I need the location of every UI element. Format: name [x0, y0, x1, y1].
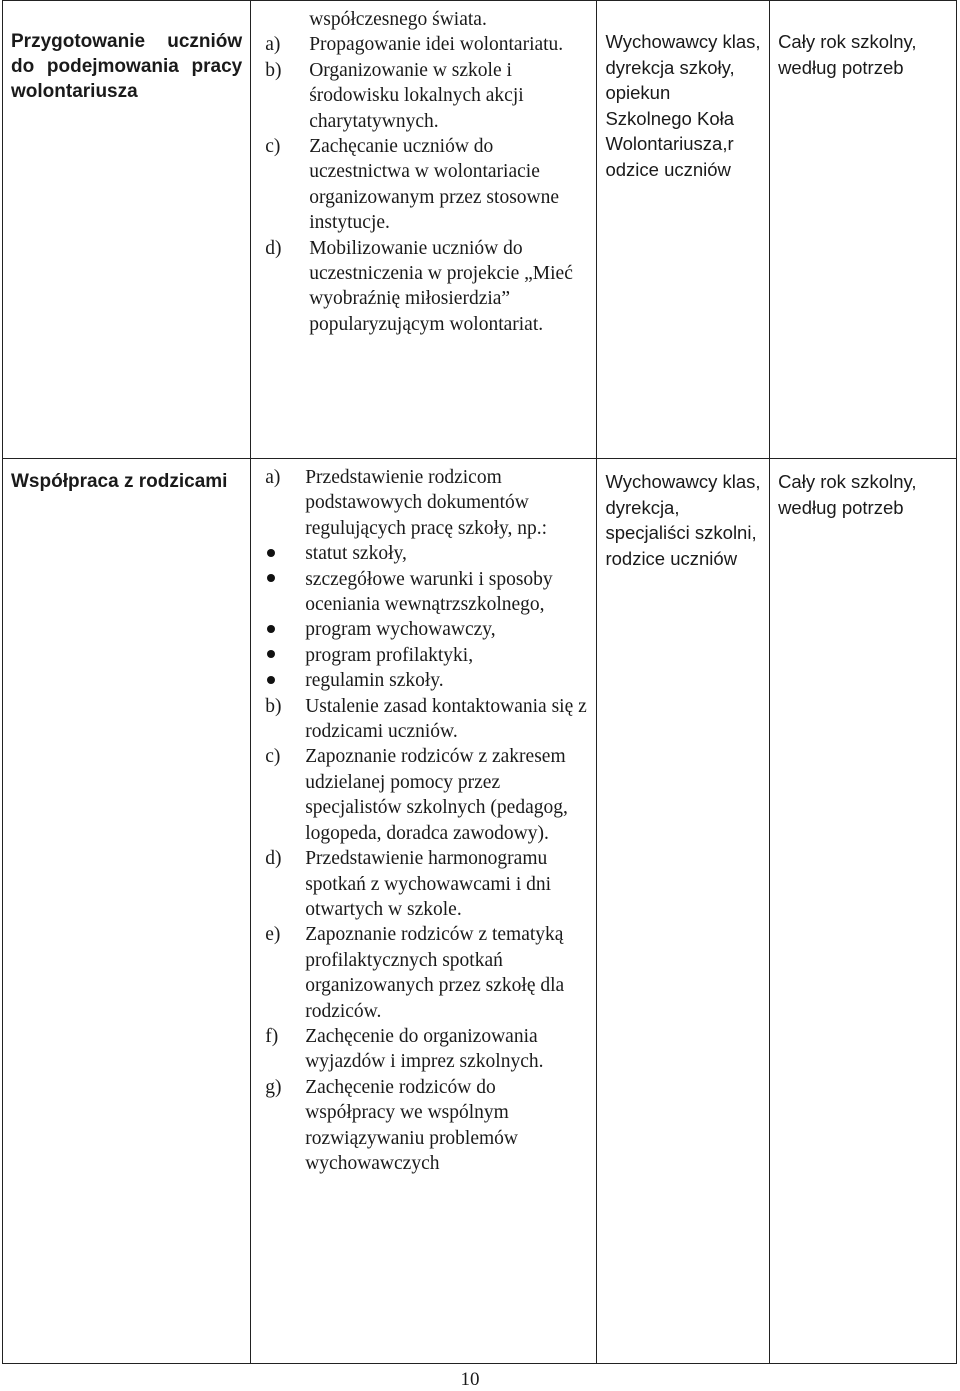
timing-cell	[770, 459, 957, 1364]
list-item-text: Organizowanie w szkole i środowisku lokalnych akcji charytatywnych.	[309, 59, 524, 132]
list-item-text: program wychowawczy,	[305, 619, 496, 641]
responsible-text: Wychowawcy klas, dyrekcja szkoły, opiekun Szkolnego Koła Wolontariusza,r odzice uczniów	[605, 31, 761, 180]
list-item-text: Zachęcenie do organizowania wyjazdów i imprez szkolnych.	[305, 1025, 544, 1073]
responsible-text: Wychowawcy klas, dyrekcja, specjaliści szkolni, rodzice uczniów	[605, 471, 761, 569]
plan-table	[2, 0, 957, 1364]
list-item	[259, 1024, 588, 1075]
tasks-cell	[251, 459, 597, 1364]
list-marker: b)	[265, 695, 282, 717]
list-item-text: Propagowanie idei wolontariatu.	[309, 34, 564, 56]
list-item	[259, 567, 588, 618]
list-marker: d)	[265, 848, 282, 870]
list-marker: c)	[265, 136, 281, 158]
list-item-text: Zapoznanie rodziców z zakresem udzielanej pomocy przez specjalistów szkolnych (pedagog, logopeda, doradca zawodowy).	[305, 746, 568, 844]
list-item-text: Zachęcanie uczniów do uczestnictwa w wolontariacie organizowanym przez stosowne instytucje.	[309, 136, 560, 234]
list-item-text: Przedstawienie rodzicom podstawowych dokumentów regulujących pracę szkoły, np.:	[305, 467, 548, 539]
bullet-icon	[267, 643, 307, 668]
responsible-cell	[597, 1, 770, 459]
timing-text: Cały rok szkolny, według potrzeb	[778, 31, 917, 78]
bullet-icon	[267, 541, 307, 566]
list-item	[259, 32, 588, 57]
task-list	[259, 32, 588, 337]
list-marker: a)	[265, 34, 281, 56]
list-item	[259, 668, 588, 693]
topic-cell	[3, 1, 251, 459]
table-row	[3, 459, 957, 1364]
list-item	[259, 236, 588, 338]
list-marker: g)	[265, 1076, 282, 1098]
task-list	[259, 465, 588, 1176]
list-item	[259, 58, 588, 134]
list-item	[259, 922, 588, 1024]
list-item	[259, 465, 588, 541]
list-item	[259, 1075, 588, 1177]
bullet-icon	[267, 567, 307, 592]
list-marker: d)	[265, 237, 282, 259]
topic-cell	[3, 459, 251, 1364]
list-item	[259, 643, 588, 668]
list-item-text: regulamin szkoły.	[305, 670, 444, 692]
page-number: 10	[460, 1369, 480, 1390]
list-item	[259, 617, 588, 642]
list-item-text: Ustalenie zasad kontaktowania się z rodzicami uczniów.	[305, 695, 587, 743]
list-item	[259, 134, 588, 236]
list-marker: a)	[265, 467, 281, 488]
list-item	[259, 846, 588, 922]
list-item-text: Mobilizowanie uczniów do uczestniczenia w projekcie „Mieć wyobraźnię miłosierdzia” popularyzującym wolontariat.	[309, 237, 573, 335]
topic-text: Współpraca z rodzicami	[11, 471, 228, 492]
bullet-icon	[267, 668, 307, 693]
list-marker: f)	[265, 1025, 279, 1047]
bullet-icon	[267, 617, 307, 642]
list-item-text: Zachęcenie rodziców do współpracy we wspólnym rozwiązywaniu problemów wychowawczych	[305, 1076, 519, 1174]
list-item-text: Zapoznanie rodziców z tematyką profilaktycznych spotkań organizowanych przez szkołę dla rodziców.	[305, 924, 565, 1022]
list-item-text: szczegółowe warunki i sposoby oceniania wewnątrzszkolnego,	[305, 568, 553, 616]
table-row	[3, 1, 957, 459]
list-item-text: Przedstawienie harmonogramu spotkań z wychowawcami i dni otwartych w szkole.	[305, 848, 552, 920]
timing-cell	[770, 1, 957, 459]
list-item	[259, 744, 588, 846]
list-item-text: program profilaktyki,	[305, 644, 474, 666]
continued-text: współczesnego świata.	[309, 9, 487, 30]
tasks-cell	[251, 1, 597, 459]
list-marker: b)	[265, 59, 282, 81]
list-marker: c)	[265, 746, 281, 768]
list-item	[259, 541, 588, 566]
topic-text: Przygotowanie uczniów do podejmowania pracy wolontariusza	[11, 31, 243, 102]
list-item-text: statut szkoły,	[305, 543, 407, 565]
list-item	[259, 694, 588, 745]
list-marker: e)	[265, 924, 281, 946]
timing-text: Cały rok szkolny, według potrzeb	[778, 471, 917, 518]
responsible-cell	[597, 459, 770, 1364]
